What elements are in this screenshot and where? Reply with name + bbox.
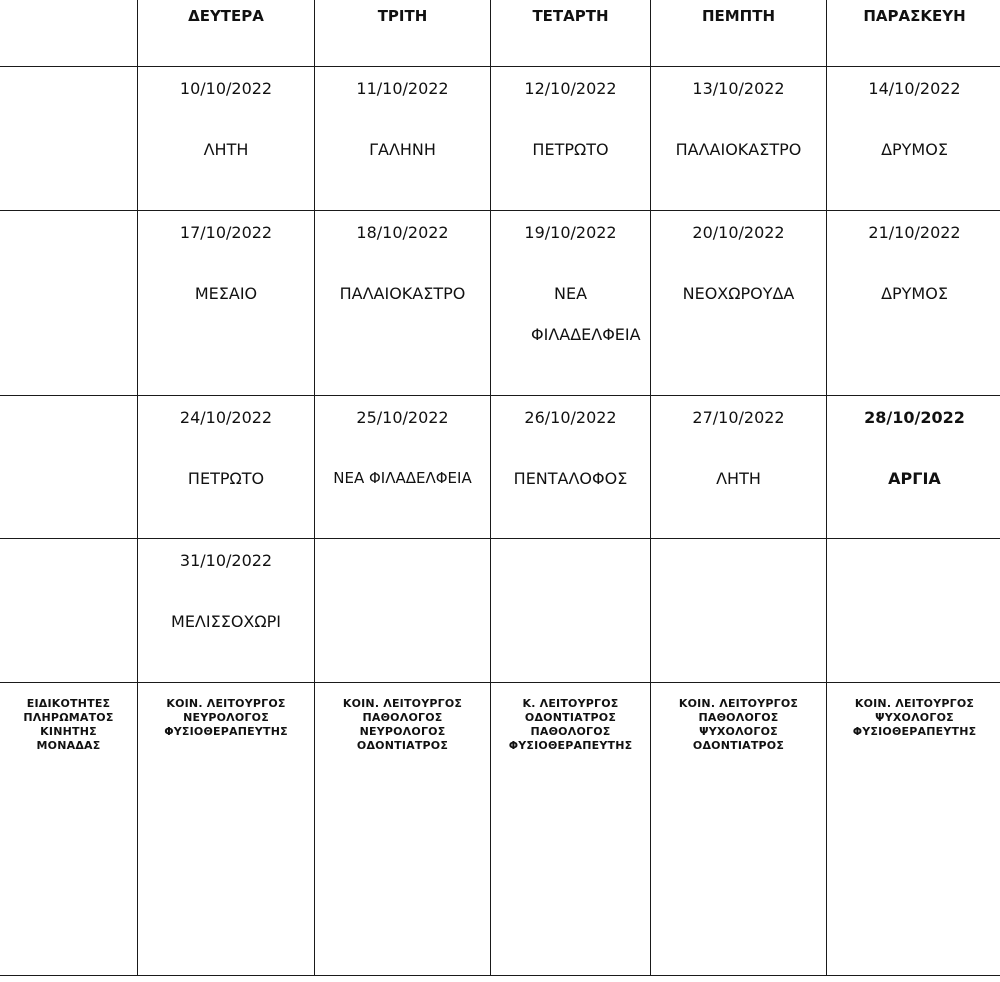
specialty: ΠΑΘΟΛΟΓΟΣ [698,711,779,724]
week-row [0,211,1000,396]
day-header-thursday [651,0,827,67]
day-cell [138,211,315,396]
place: ΜΕΣΑΙΟ [194,284,258,303]
specialties-cell [827,683,1000,976]
date: 21/10/2022 [868,223,961,242]
specialty: ΟΔΟΝΤΙΑΤΡΟΣ [524,711,617,724]
date: 27/10/2022 [692,408,785,427]
empty-cell [827,539,1000,683]
specialties-label-line: ΜΟΝΑΔΑΣ [36,739,101,752]
specialties-row [0,683,1000,976]
place: ΝΕΑ ΦΙΛΑΔΕΛΦΕΙΑ [531,284,641,344]
week-label-cell [0,211,138,396]
specialties-label-cell [0,683,138,976]
specialty: ΨΥΧΟΛΟΓΟΣ [699,725,778,738]
place: ΠΑΛΑΙΟΚΑΣΤΡΟ [339,284,466,303]
place: ΔΡΥΜΟΣ [881,140,948,159]
date: 11/10/2022 [356,79,449,98]
week-row [0,396,1000,539]
place: ΠΕΤΡΩΤΟ [532,140,609,159]
specialty: ΦΥΣΙΟΘΕΡΑΠΕΥΤΗΣ [508,739,633,752]
date: 13/10/2022 [692,79,785,98]
day-cell [651,67,827,211]
day-cell [491,396,651,539]
specialty: ΚΟΙΝ. ΛΕΙΤΟΥΡΓΟΣ [166,697,286,710]
week-label-cell [0,539,138,683]
specialty: ΠΑΘΟΛΟΓΟΣ [530,725,611,738]
date: 20/10/2022 [692,223,785,242]
day-name: ΤΡΙΤΗ [377,7,428,25]
day-cell [491,211,651,396]
date: 24/10/2022 [179,408,273,427]
day-name: ΠΑΡΑΣΚΕΥΗ [863,7,966,25]
date: 10/10/2022 [179,79,273,98]
day-cell [138,396,315,539]
specialties-cell [315,683,491,976]
place: ΠΕΤΡΩΤΟ [187,469,265,488]
day-name: ΔΕΥΤΕΡΑ [188,7,264,25]
specialty: ΝΕΥΡΟΛΟΓΟΣ [359,725,446,738]
day-cell [315,211,491,396]
day-header-wednesday [491,0,651,67]
specialty: ΚΟΙΝ. ΛΕΙΤΟΥΡΓΟΣ [678,697,799,710]
place: ΓΑΛΗΝΗ [369,140,436,159]
specialties-label-line: ΕΙΔΙΚΟΤΗΤΕΣ [26,697,111,710]
day-cell [138,67,315,211]
day-cell [491,67,651,211]
day-cell [827,211,1000,396]
place: ΔΡΥΜΟΣ [881,284,948,303]
day-cell [651,396,827,539]
place: ΜΕΛΙΣΣΟΧΩΡΙ [171,612,281,631]
specialty: Κ. ΛΕΙΤΟΥΡΓΟΣ [522,697,619,710]
date: 25/10/2022 [356,408,449,427]
specialty: ΨΥΧΟΛΟΓΟΣ [875,711,954,724]
holiday-label: ΑΡΓΙΑ [888,469,941,488]
empty-cell [491,539,651,683]
specialty: ΚΟΙΝ. ΛΕΙΤΟΥΡΓΟΣ [854,697,975,710]
date: 26/10/2022 [524,408,617,427]
empty-cell [315,539,491,683]
date: 19/10/2022 [524,223,617,242]
day-cell [315,67,491,211]
specialties-cell [651,683,827,976]
empty-cell [651,539,827,683]
specialties-cell [491,683,651,976]
specialty: ΦΥΣΙΟΘΕΡΑΠΕΥΤΗΣ [852,725,977,738]
place: ΝΕΟΧΩΡΟΥΔΑ [682,284,795,303]
specialties-label-line: ΠΛΗΡΩΜΑΤΟΣ [23,711,114,724]
day-header-tuesday [315,0,491,67]
day-cell [827,67,1000,211]
date: 12/10/2022 [524,79,617,98]
place: ΝΕΑ ΦΙΛΑΔΕΛΦΕΙΑ [333,469,472,487]
specialties-cell [138,683,315,976]
specialty: ΟΔΟΝΤΙΑΤΡΟΣ [356,739,449,752]
specialty: ΠΑΘΟΛΟΓΟΣ [362,711,443,724]
place: ΠΑΛΑΙΟΚΑΣΤΡΟ [675,140,802,159]
date: 17/10/2022 [179,223,273,242]
header-row [0,0,1000,67]
specialty: ΦΥΣΙΟΘΕΡΑΠΕΥΤΗΣ [164,725,288,738]
day-name: ΠΕΜΠΤΗ [701,7,776,25]
date: 14/10/2022 [868,79,961,98]
specialty: ΟΔΟΝΤΙΑΤΡΟΣ [692,739,785,752]
week-label-cell [0,67,138,211]
day-header-monday [138,0,315,67]
corner-cell [0,0,138,67]
day-cell [138,539,315,683]
day-name: ΤΕΤΑΡΤΗ [532,7,609,25]
week-label-cell [0,396,138,539]
date: 18/10/2022 [356,223,449,242]
specialty: ΚΟΙΝ. ΛΕΙΤΟΥΡΓΟΣ [342,697,463,710]
day-header-friday [827,0,1000,67]
week-row [0,539,1000,683]
holiday-cell [827,396,1000,539]
date: 28/10/2022 [864,408,965,427]
date: 31/10/2022 [179,551,273,570]
place: ΛΗΤΗ [716,469,761,488]
day-cell [315,396,491,539]
specialties-label-line: ΚΙΝΗΤΗΣ [40,725,97,738]
week-row [0,67,1000,211]
place: ΠΕΝΤΑΛΟΦΟΣ [513,469,628,488]
day-cell [651,211,827,396]
place: ΛΗΤΗ [203,140,249,159]
specialty: ΝΕΥΡΟΛΟΓΟΣ [183,711,269,724]
